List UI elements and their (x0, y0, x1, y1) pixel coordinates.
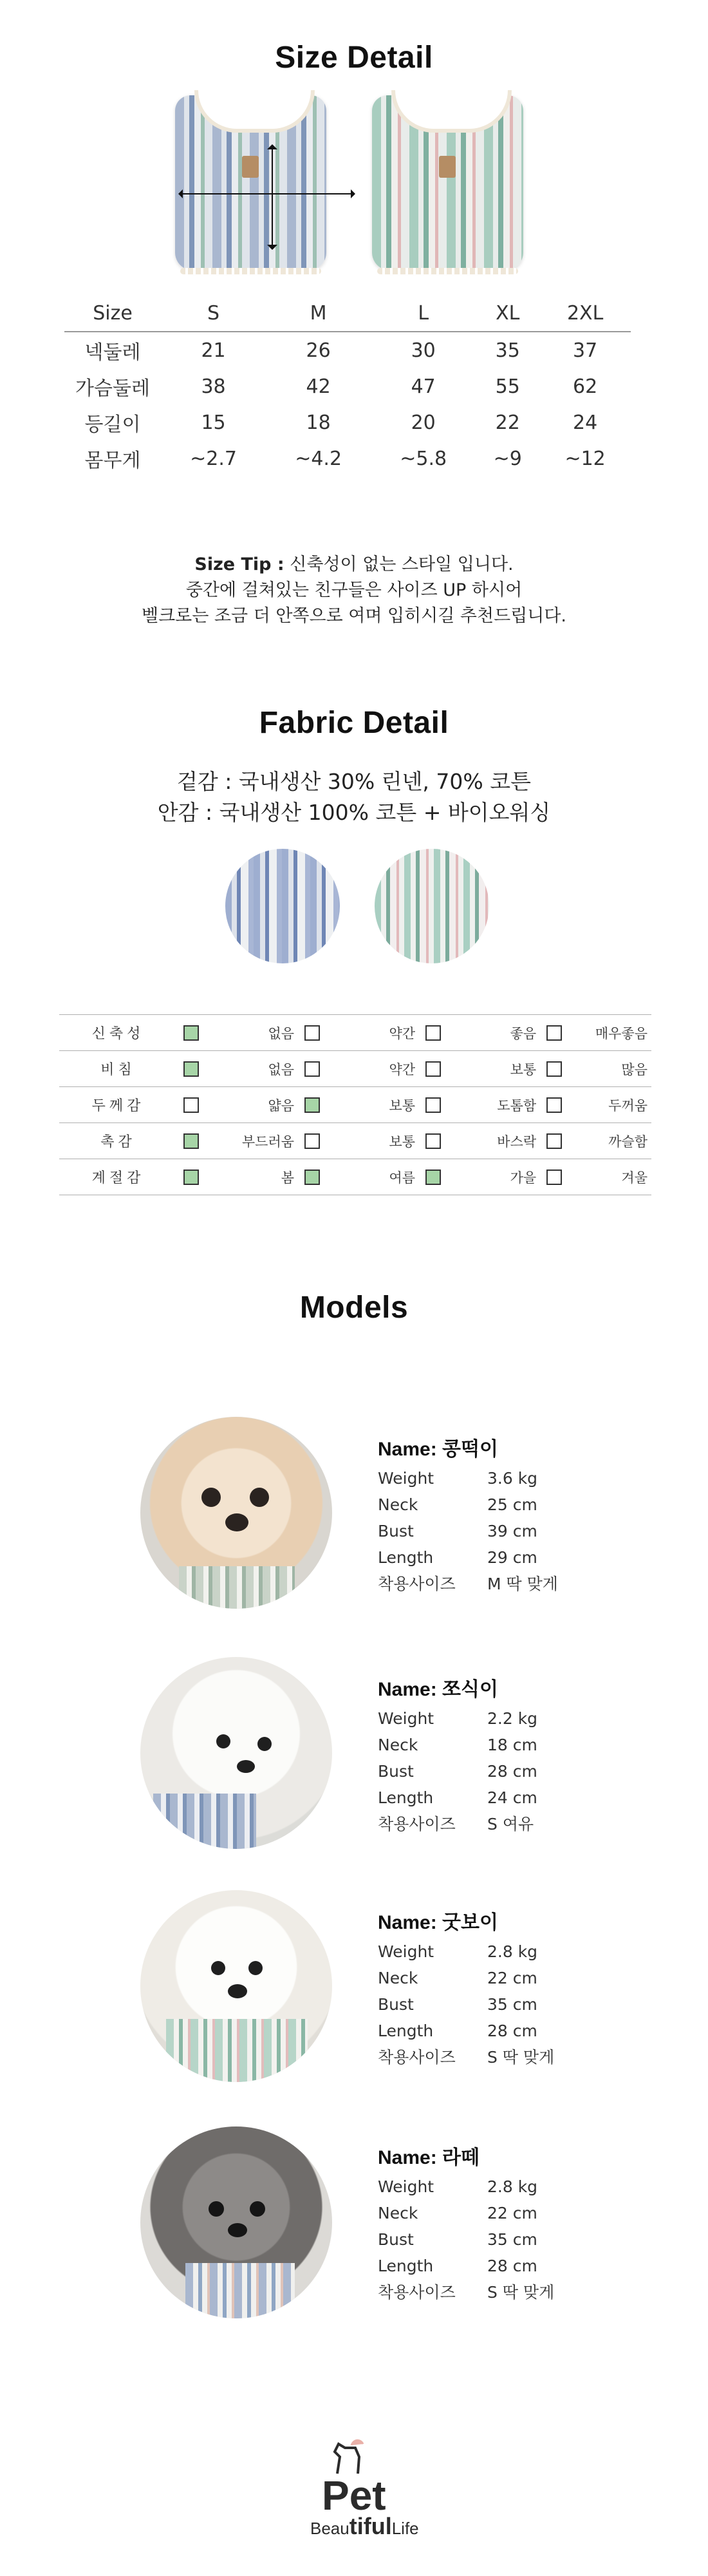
stat-label: Bust (378, 2230, 414, 2249)
green-vest-image (372, 95, 523, 270)
unchecked-box (425, 1097, 441, 1113)
model-name-2: Name: 쪼식이 (378, 1679, 498, 1700)
size-value: ~12 (564, 447, 606, 470)
stat-value: 35 cm (487, 2230, 537, 2249)
size-value: 15 (201, 411, 226, 434)
attribute-option (177, 1015, 298, 1051)
checked-box (425, 1170, 441, 1185)
stat-label: Length (378, 2022, 434, 2040)
stat-label: Neck (378, 1495, 418, 1514)
size-header-cell: XL (476, 295, 539, 332)
unchecked-box (546, 1061, 562, 1077)
size-value: 37 (573, 339, 598, 362)
size-value: 18 (306, 411, 331, 434)
checked-box (183, 1025, 199, 1041)
size-table-row (64, 440, 631, 477)
model-photo-2 (140, 1657, 332, 1849)
fabric-attribute-row (59, 1087, 651, 1123)
attribute-option (419, 1123, 540, 1159)
checked-box (183, 1133, 199, 1149)
option-label: 겨울 (621, 1170, 647, 1186)
size-tip-line-1: 신축성이 없는 스타일 입니다. (290, 554, 514, 574)
attribute-option (298, 1159, 419, 1195)
attribute-option (177, 1123, 298, 1159)
brand-beau: Beau (310, 2519, 349, 2538)
option-label: 봄 (281, 1170, 295, 1186)
stat-value: 2.8 kg (487, 1942, 538, 1961)
stat-label: Weight (378, 1942, 434, 1961)
stat-value: 28 cm (487, 1762, 537, 1781)
attribute-option (177, 1159, 298, 1195)
length-arrow (272, 149, 273, 246)
option-label: 까슬함 (608, 1133, 647, 1150)
size-header-cell: Size (64, 295, 161, 332)
model-stats-1 (378, 1465, 558, 1597)
stat-value: 35 cm (487, 1995, 537, 2014)
stat-label: Weight (378, 1469, 434, 1488)
stat-label: Weight (378, 2177, 434, 2196)
width-arrow (182, 193, 352, 194)
size-table-row (64, 368, 631, 404)
stat-value: 2.2 kg (487, 1709, 538, 1728)
unchecked-box (546, 1170, 562, 1185)
option-label: 부드러움 (241, 1133, 295, 1150)
model-stats-4 (378, 2174, 554, 2306)
stat-label: 착용사이즈 (378, 2283, 456, 2302)
stat-value: 3.6 kg (487, 1469, 538, 1488)
size-value: ~9 (493, 447, 522, 470)
size-value: 55 (495, 375, 520, 398)
option-label: 보통 (389, 1133, 416, 1150)
option-label: 보통 (510, 1061, 537, 1077)
size-value: 22 (495, 411, 520, 434)
option-label: 가을 (510, 1170, 537, 1186)
size-value: 26 (306, 339, 331, 362)
stat-label: Weight (378, 1709, 434, 1728)
unchecked-box (546, 1133, 562, 1149)
unchecked-box (304, 1061, 320, 1077)
size-table-header (64, 295, 631, 332)
option-label: 없음 (268, 1061, 295, 1077)
stat-value: 28 cm (487, 2022, 537, 2040)
attribute-option (419, 1051, 540, 1087)
attribute-label: 신축성 (59, 1015, 177, 1051)
option-label: 약간 (389, 1025, 416, 1041)
model-photo-3 (140, 1890, 332, 2082)
attribute-label: 두께감 (59, 1087, 177, 1123)
size-header-cell: M (266, 295, 371, 332)
size-value: 21 (201, 339, 226, 362)
size-table (64, 295, 631, 477)
size-value: 42 (306, 375, 331, 398)
fabric-attribute-row (59, 1123, 651, 1159)
size-value: ~5.8 (400, 447, 447, 470)
size-value: ~2.7 (190, 447, 237, 470)
stat-label: 착용사이즈 (378, 1815, 456, 1833)
size-value: ~4.2 (295, 447, 342, 470)
stat-label: Neck (378, 1969, 418, 1987)
blue-fabric-swatch (225, 849, 340, 963)
unchecked-box (304, 1025, 320, 1041)
model-photo-1 (140, 1417, 332, 1609)
attribute-option (419, 1015, 540, 1051)
stat-value: 25 cm (487, 1495, 537, 1514)
attribute-option (177, 1051, 298, 1087)
stat-label: Length (378, 1788, 434, 1807)
size-value: 38 (201, 375, 226, 398)
stat-label: Neck (378, 1736, 418, 1754)
model-name-1: Name: 콩떡이 (378, 1439, 498, 1460)
attribute-label: 촉감 (59, 1123, 177, 1159)
attribute-label: 계절감 (59, 1159, 177, 1195)
size-header-cell: S (161, 295, 266, 332)
size-value: 62 (573, 375, 598, 398)
attribute-option (298, 1123, 419, 1159)
attribute-option (177, 1087, 298, 1123)
model-stats-2 (378, 1705, 537, 1837)
size-table-row (64, 404, 631, 440)
option-label: 두꺼움 (608, 1097, 647, 1113)
size-detail-title: Size Detail (275, 41, 433, 75)
size-value: 30 (411, 339, 436, 362)
stat-value: S 여유 (487, 1815, 534, 1833)
unchecked-box (425, 1061, 441, 1077)
stat-value: S 딱 맞게 (487, 2048, 555, 2067)
stat-label: Neck (378, 2204, 418, 2222)
size-value: 24 (573, 411, 598, 434)
measure-label: 등길이 (84, 413, 141, 436)
model-name-4: Name: 라떼 (378, 2147, 480, 2168)
stat-label: Bust (378, 1762, 414, 1781)
model-photo-4 (140, 2126, 332, 2318)
attribute-option (540, 1087, 651, 1123)
stat-label: 착용사이즈 (378, 1575, 456, 1593)
checked-box (304, 1097, 320, 1113)
fabric-composition (0, 766, 708, 828)
option-label: 보통 (389, 1097, 416, 1113)
attribute-option (298, 1015, 419, 1051)
brand-tagline (310, 2513, 419, 2540)
option-label: 매우좋음 (595, 1025, 647, 1041)
option-label: 도톰함 (497, 1097, 537, 1113)
measure-label: 가슴둘레 (75, 377, 150, 400)
stat-value: 2.8 kg (487, 2177, 538, 2196)
stat-value: 29 cm (487, 1548, 537, 1567)
stat-value: 22 cm (487, 2204, 537, 2222)
size-header-cell: L (371, 295, 476, 332)
fabric-attribute-row (59, 1015, 651, 1051)
attribute-option (298, 1051, 419, 1087)
fabric-attribute-table (59, 1014, 651, 1195)
stat-label: 착용사이즈 (378, 2048, 456, 2067)
option-label: 얇음 (268, 1097, 295, 1113)
fabric-detail-title: Fabric Detail (259, 706, 449, 740)
size-value: 20 (411, 411, 436, 434)
stat-value: 24 cm (487, 1788, 537, 1807)
measure-label: 몸무게 (84, 450, 141, 472)
attribute-option (540, 1123, 651, 1159)
inner-fabric-line: 안감 : 국내생산 100% 코튼 + 바이오워싱 (157, 800, 551, 825)
stat-label: Bust (378, 1995, 414, 2014)
stat-value: 22 cm (487, 1969, 537, 1987)
attribute-option (540, 1159, 651, 1195)
attribute-option (540, 1015, 651, 1051)
attribute-option (540, 1051, 651, 1087)
brand-pet: Pet (322, 2472, 386, 2519)
attribute-option (419, 1159, 540, 1195)
unchecked-box (425, 1133, 441, 1149)
checked-box (183, 1061, 199, 1077)
unchecked-box (546, 1025, 562, 1041)
option-label: 여름 (389, 1170, 416, 1186)
stat-label: Bust (378, 1522, 414, 1540)
size-table-row (64, 332, 631, 368)
measure-label: 넥둘레 (84, 341, 141, 364)
fabric-attribute-row (59, 1159, 651, 1195)
unchecked-box (546, 1097, 562, 1113)
size-header-cell: 2XL (539, 295, 631, 332)
stat-label: Length (378, 2257, 434, 2275)
checked-box (183, 1170, 199, 1185)
option-label: 바스락 (497, 1133, 537, 1150)
brand-life: Life (391, 2519, 419, 2538)
option-label: 많음 (621, 1061, 647, 1077)
size-value: 35 (495, 339, 520, 362)
checked-box (304, 1170, 320, 1185)
model-name-3: Name: 굿보이 (378, 1912, 498, 1933)
stat-value: 39 cm (487, 1522, 537, 1540)
option-label: 약간 (389, 1061, 416, 1077)
attribute-label: 비침 (59, 1051, 177, 1087)
size-tip-label: Size Tip : (194, 554, 284, 574)
size-value: 47 (411, 375, 436, 398)
stat-value: 28 cm (487, 2257, 537, 2275)
option-label: 좋음 (510, 1025, 537, 1041)
model-stats-3 (378, 1938, 554, 2070)
size-tip-line-3: 벨크로는 조금 더 안쪽으로 여며 입히시길 추천드립니다. (142, 606, 566, 626)
stat-value: M 딱 맞게 (487, 1575, 558, 1593)
outer-fabric-line: 겉감 : 국내생산 30% 린넨, 70% 코튼 (176, 769, 532, 794)
models-title: Models (299, 1291, 409, 1325)
unchecked-box (304, 1133, 320, 1149)
size-tip-line-2: 중간에 걸쳐있는 친구들은 사이즈 UP 하시어 (185, 580, 523, 600)
blue-vest-image (175, 95, 326, 270)
stat-label: Length (378, 1548, 434, 1567)
unchecked-box (425, 1025, 441, 1041)
option-label: 없음 (268, 1025, 295, 1041)
attribute-option (419, 1087, 540, 1123)
brand-tiful: tiful (349, 2513, 392, 2539)
size-tip (0, 552, 708, 629)
attribute-option (298, 1087, 419, 1123)
unchecked-box (183, 1097, 199, 1113)
stat-value: S 딱 맞게 (487, 2283, 555, 2302)
stat-value: 18 cm (487, 1736, 537, 1754)
green-fabric-swatch (375, 849, 489, 963)
dog-mark-icon (326, 2438, 372, 2476)
fabric-attribute-row (59, 1051, 651, 1087)
